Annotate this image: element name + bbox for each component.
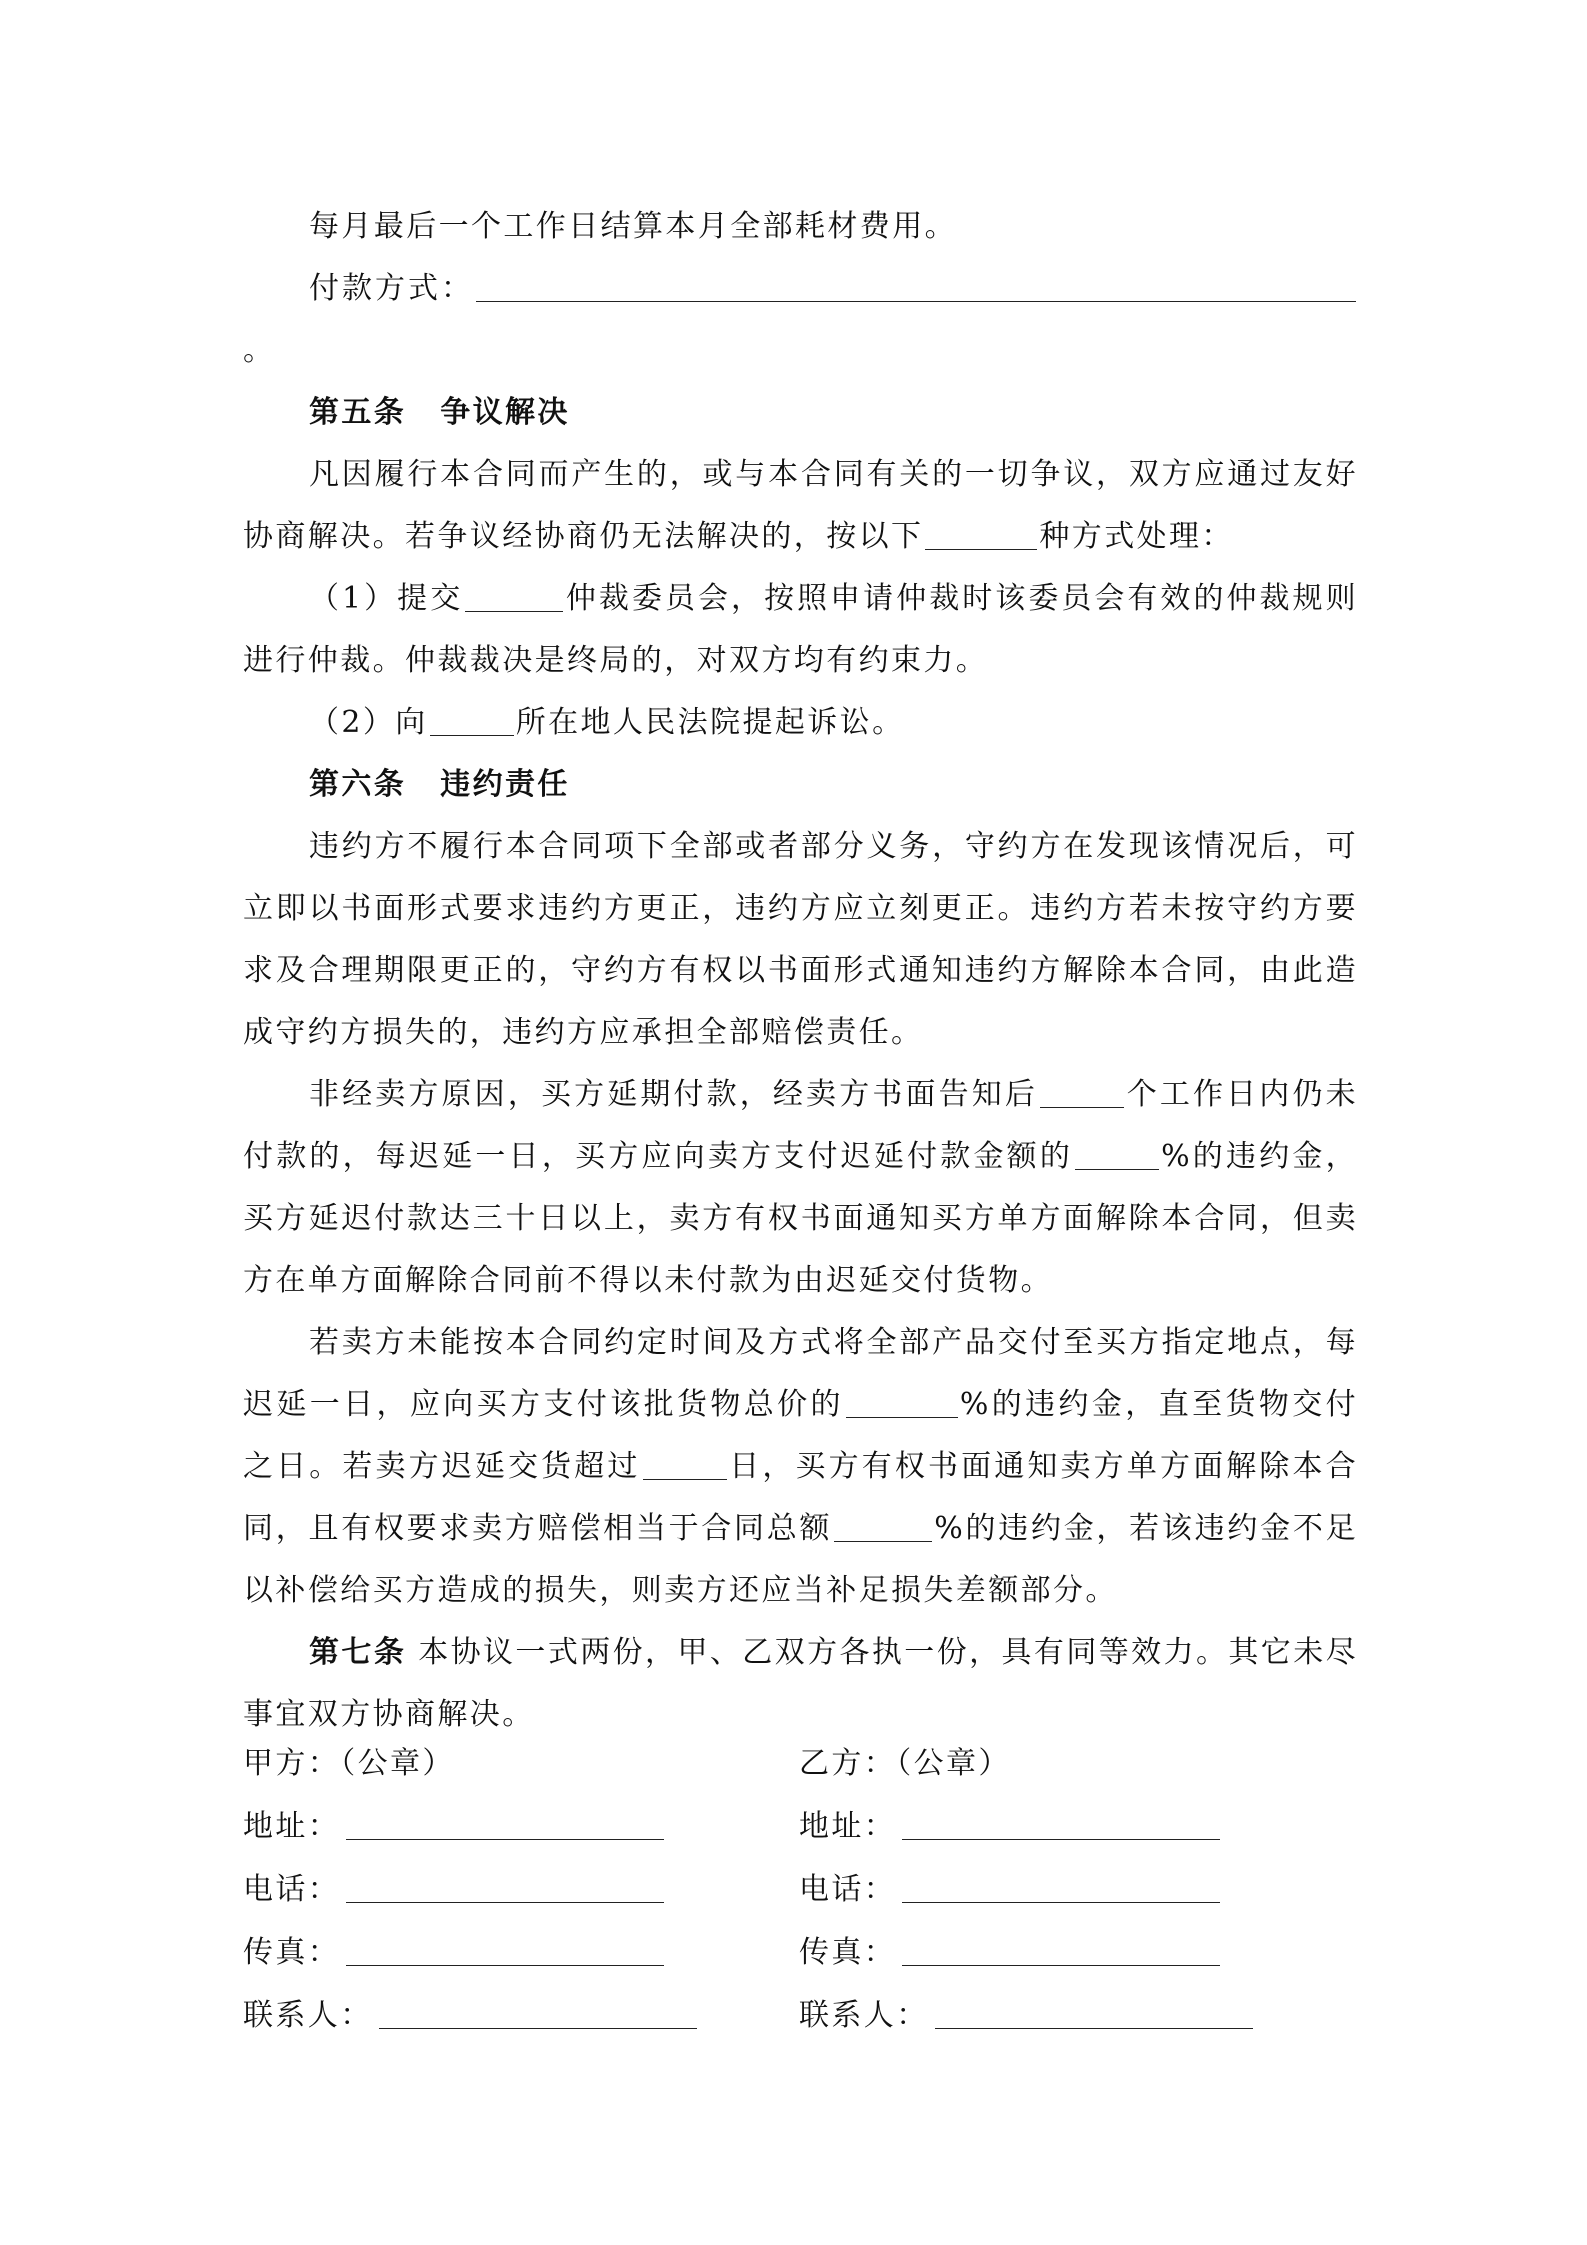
party-b-fax-label: 传真：: [799, 1935, 897, 1970]
party-a-fax: [243, 1927, 664, 1971]
party-a-address: [243, 1801, 664, 1845]
party-b-phone: [799, 1864, 1220, 1908]
arbitration-option-label: （1）提交: [309, 581, 464, 616]
article6-number: 第六条: [309, 767, 407, 802]
signature-row-seal: [243, 1738, 1358, 1801]
late-delivery-text-2: %的违约金，直至货物交付之日。若卖方迟延交货超过: [243, 1387, 1359, 1484]
party-a-fax-blank[interactable]: [346, 1935, 664, 1966]
late-payment-paragraph: [243, 1064, 1358, 1312]
signature-row-contact: [243, 1990, 1358, 2053]
party-b-fax-blank[interactable]: [902, 1935, 1220, 1966]
party-a-contact-blank[interactable]: [379, 1998, 697, 2029]
litigation-option-label: （2）向: [309, 705, 428, 740]
dispute-text-end: 种方式处理：: [1039, 519, 1234, 554]
signature-row-phone: [243, 1864, 1358, 1927]
article5-number: 第五条: [309, 395, 407, 430]
contract-body: [243, 196, 1358, 1746]
article5-title: 争议解决: [440, 395, 570, 430]
late-payment-text-2: 个工作日内仍未付款的，每迟延一日，买方应向卖方支付迟延付款金额的: [243, 1077, 1358, 1174]
party-a-phone-label: 电话：: [243, 1872, 341, 1907]
party-b-phone-label: 电话：: [799, 1872, 897, 1907]
signature-row-address: [243, 1801, 1358, 1864]
penalty-rate-blank[interactable]: [834, 1511, 932, 1542]
notice-days-blank[interactable]: [1040, 1077, 1124, 1108]
payment-method-end: 。: [243, 333, 276, 368]
party-a-phone-blank[interactable]: [346, 1872, 664, 1903]
party-b-fax: [799, 1927, 1220, 1971]
court-location-blank[interactable]: [430, 705, 514, 736]
dispute-paragraph: [243, 444, 1358, 568]
signature-row-fax: [243, 1927, 1358, 1990]
party-a-seal-label: 甲方：（公章）: [243, 1746, 455, 1781]
signature-block: [243, 1738, 1358, 2053]
article6-title: 违约责任: [440, 767, 570, 802]
party-b-address: [799, 1801, 1220, 1845]
payment-method-label: 付款方式：: [309, 271, 474, 306]
article7-text: 本协议一式两份，甲、乙双方各执一份，具有同等效力。其它未尽事宜双方协商解决。: [243, 1635, 1359, 1732]
arbitration-commission-blank[interactable]: [465, 581, 563, 612]
litigation-option: [243, 692, 1358, 754]
arbitration-option-text: 仲裁委员会，按照申请仲裁时该委员会有效的仲裁规则进行仲裁。仲裁裁决是终局的，对双方均有约束力。: [243, 581, 1358, 678]
party-b-contact-blank[interactable]: [935, 1998, 1253, 2029]
litigation-option-text: 所在地人民法院提起诉讼。: [515, 705, 905, 740]
article6-heading: [243, 754, 1358, 816]
party-b-contact: [799, 1990, 1253, 2034]
payment-method-line: [243, 258, 1358, 382]
article7-paragraph: [243, 1622, 1358, 1746]
late-payment-rate-blank[interactable]: [1075, 1139, 1159, 1170]
late-delivery-text-3: 日，买方有权书面通知卖方单方面解除本合同，且有权要求卖方赔偿相当于合同总额: [243, 1449, 1358, 1546]
late-delivery-paragraph: [243, 1312, 1358, 1622]
party-b-address-label: 地址：: [799, 1809, 897, 1844]
delivery-days-blank[interactable]: [643, 1449, 727, 1480]
party-b-phone-blank[interactable]: [902, 1872, 1220, 1903]
payment-method-blank[interactable]: [476, 271, 1356, 302]
party-a-contact: [243, 1990, 697, 2034]
late-payment-text-3: %的违约金，买方延迟付款达三十日以上，卖方有权书面通知买方单方面解除本合同，但卖方在单方面解除合同前不得以未付款为由迟延交付货物。: [243, 1139, 1358, 1298]
party-a-phone: [243, 1864, 664, 1908]
party-a-contact-label: 联系人：: [243, 1998, 373, 2033]
party-b-seal-label: 乙方：（公章）: [799, 1746, 1011, 1781]
settlement-paragraph: 每月最后一个工作日结算本月全部耗材费用。: [309, 209, 957, 244]
late-delivery-text-1: 若卖方未能按本合同约定时间及方式将全部产品交付至买方指定地点，每迟延一日，应向买方支付该批货物总价的: [243, 1325, 1358, 1422]
party-a-address-label: 地址：: [243, 1809, 341, 1844]
dispute-method-blank[interactable]: [925, 519, 1037, 550]
article5-heading: [243, 382, 1358, 444]
breach-paragraph: 违约方不履行本合同项下全部或者部分义务，守约方在发现该情况后，可立即以书面形式要求违约方更正，违约方应立刻更正。违约方若未按守约方要求及合理期限更正的，守约方有权以书面形式通知违约方解除本合同，由此造成守约方损失的，违约方应承担全部赔偿责任。: [243, 829, 1358, 1050]
party-a-fax-label: 传真：: [243, 1935, 341, 1970]
late-payment-text-1: 非经卖方原因，买方延期付款，经卖方书面告知后: [309, 1077, 1039, 1112]
article7-number: 第七条: [309, 1635, 407, 1670]
arbitration-option: [243, 568, 1358, 692]
party-b-contact-label: 联系人：: [799, 1998, 929, 2033]
party-b-address-blank[interactable]: [902, 1809, 1220, 1840]
dispute-text: 凡因履行本合同而产生的，或与本合同有关的一切争议，双方应通过友好协商解决。若争议经协商仍无法解决的，按以下: [243, 457, 1358, 554]
late-delivery-text-4: %的违约金，若该违约金不足以补偿给买方造成的损失，则卖方还应当补足损失差额部分。: [243, 1511, 1358, 1608]
late-delivery-rate-blank[interactable]: [846, 1387, 958, 1418]
party-a-address-blank[interactable]: [346, 1809, 664, 1840]
